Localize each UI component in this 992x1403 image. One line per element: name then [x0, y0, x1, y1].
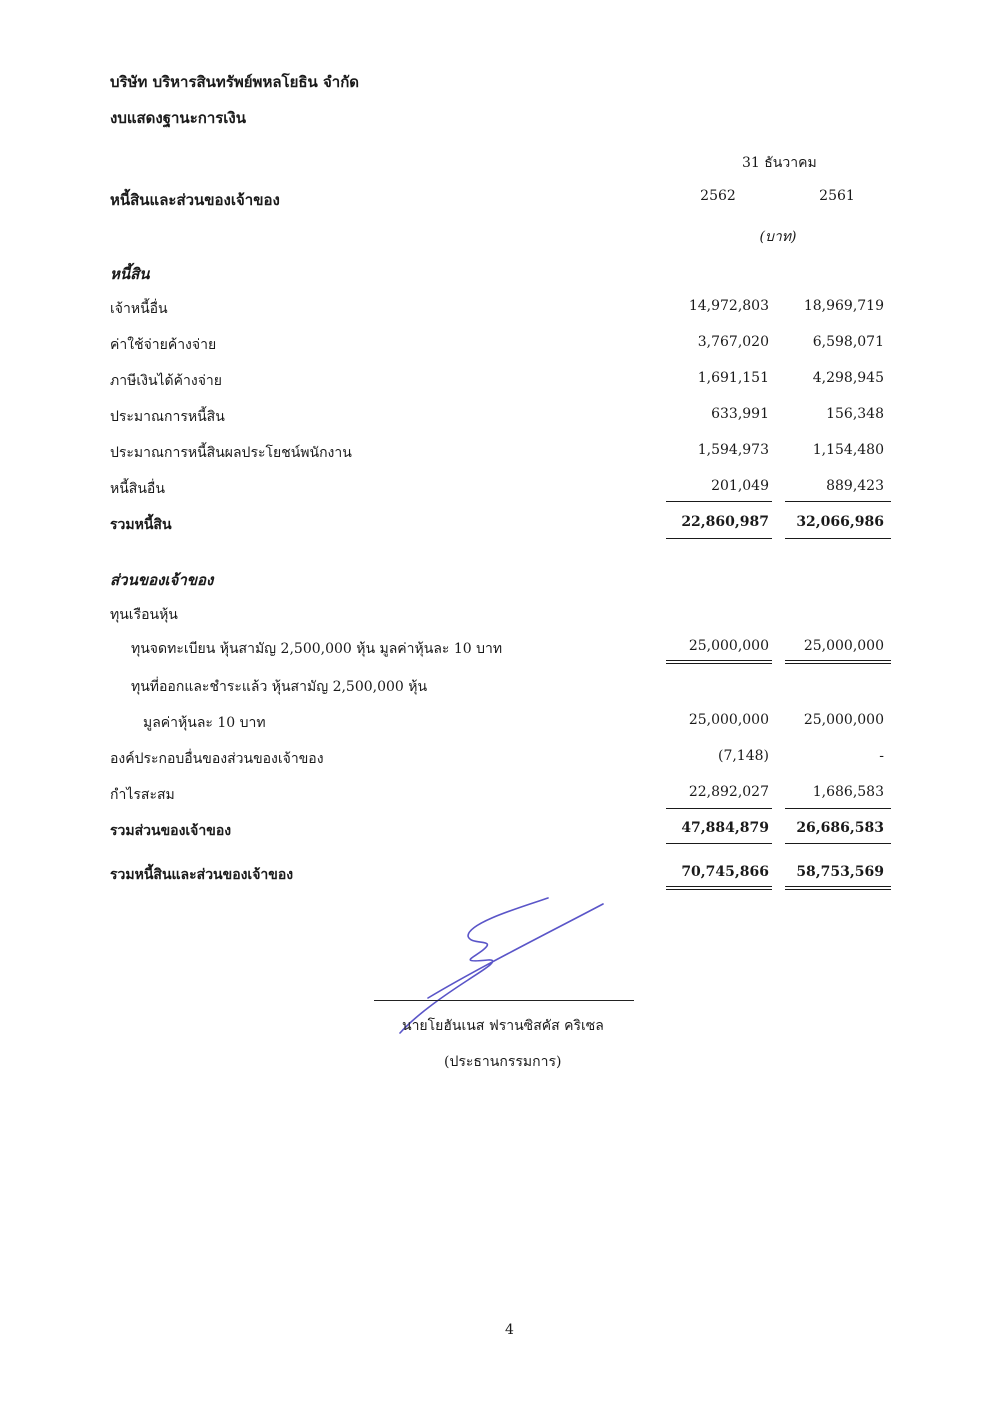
page-number: 4 — [505, 1322, 514, 1338]
total-liabilities-2561: 32,066,986 — [796, 514, 884, 530]
subtotal-rule — [666, 501, 772, 502]
column-year-2561: 2561 — [819, 188, 855, 204]
row-label: องค์ประกอบอื่นของส่วนของเจ้าของ — [110, 751, 324, 767]
issued-capital-label: ทุนที่ออกและชำระแล้ว หุ้นสามัญ 2,500,000 หุ้น — [131, 679, 428, 695]
double-rule — [785, 886, 891, 887]
period-date: 31 ธันวาคม — [742, 155, 817, 171]
double-rule — [666, 886, 772, 887]
value-2562: 633,991 — [711, 406, 769, 422]
value-2561: 1,686,583 — [812, 784, 884, 800]
double-rule — [666, 663, 772, 664]
total-liabilities-label: รวมหนี้สิน — [110, 517, 172, 533]
value-2562: (7,148) — [717, 748, 769, 764]
total-equity-label: รวมส่วนของเจ้าของ — [110, 823, 232, 839]
liabilities-heading: หนี้สิน — [110, 265, 150, 283]
value-2561: 156,348 — [826, 406, 884, 422]
double-rule — [666, 889, 772, 890]
total-rule — [785, 538, 891, 539]
grand-total-2561: 58,753,569 — [796, 864, 884, 880]
row-label: กำไรสะสม — [110, 787, 175, 803]
subtotal-rule — [666, 808, 772, 809]
double-rule — [785, 889, 891, 890]
signatory-title: (ประธานกรรมการ) — [444, 1054, 562, 1070]
grand-total-label: รวมหนี้สินและส่วนของเจ้าของ — [110, 867, 294, 883]
value-2562: 201,049 — [711, 478, 769, 494]
value-2562: 22,892,027 — [688, 784, 769, 800]
double-rule — [785, 660, 891, 661]
row-label: ค่าใช้จ่ายค้างจ่าย — [110, 337, 217, 353]
value-2562: 3,767,020 — [697, 334, 769, 350]
total-equity-2562: 47,884,879 — [681, 820, 769, 836]
total-rule — [666, 538, 772, 539]
subtotal-rule — [785, 808, 891, 809]
company-name: บริษัท บริหารสินทรัพย์พหลโยธิน จำกัด — [110, 73, 360, 91]
subtotal-rule — [785, 501, 891, 502]
column-year-2562: 2562 — [700, 188, 736, 204]
value-2562: 25,000,000 — [688, 712, 769, 728]
double-rule — [666, 660, 772, 661]
row-label: ประมาณการหนี้สิน — [110, 409, 225, 425]
value-2561: - — [879, 748, 884, 764]
value-2561: 4,298,945 — [812, 370, 884, 386]
share-capital-label: ทุนเรือนหุ้น — [110, 607, 178, 623]
subtotal-rule — [785, 843, 891, 844]
value-2562: 1,594,973 — [697, 442, 769, 458]
row-label: ประมาณการหนี้สินผลประโยชน์พนักงาน — [110, 445, 352, 461]
statement-title: งบแสดงฐานะการเงิน — [110, 109, 247, 127]
total-equity-2561: 26,686,583 — [796, 820, 884, 836]
row-label: หนี้สินอื่น — [110, 481, 165, 497]
currency-unit: (บาท) — [759, 229, 797, 245]
row-label: เจ้าหนี้อื่น — [110, 301, 168, 317]
subtotal-rule — [666, 843, 772, 844]
signature-line — [374, 1000, 634, 1001]
value-2562: 25,000,000 — [688, 638, 769, 654]
grand-total-2562: 70,745,866 — [681, 864, 769, 880]
row-label: มูลค่าหุ้นละ 10 บาท — [143, 715, 266, 731]
total-liabilities-2562: 22,860,987 — [681, 514, 769, 530]
double-rule — [785, 663, 891, 664]
row-label: ภาษีเงินได้ค้างจ่าย — [110, 373, 222, 389]
value-2562: 14,972,803 — [688, 298, 769, 314]
value-2561: 6,598,071 — [812, 334, 884, 350]
value-2561: 889,423 — [826, 478, 884, 494]
value-2562: 1,691,151 — [697, 370, 769, 386]
value-2561: 25,000,000 — [803, 712, 884, 728]
value-2561: 25,000,000 — [803, 638, 884, 654]
value-2561: 18,969,719 — [803, 298, 884, 314]
row-label: ทุนจดทะเบียน หุ้นสามัญ 2,500,000 หุ้น มูลค่าหุ้นละ 10 บาท — [131, 641, 503, 657]
equity-heading: ส่วนของเจ้าของ — [110, 571, 214, 589]
section-heading: หนี้สินและส่วนของเจ้าของ — [110, 191, 280, 209]
signatory-name: นายโยฮันเนส ฟรานซิสคัส คริเซล — [402, 1018, 604, 1034]
value-2561: 1,154,480 — [812, 442, 884, 458]
